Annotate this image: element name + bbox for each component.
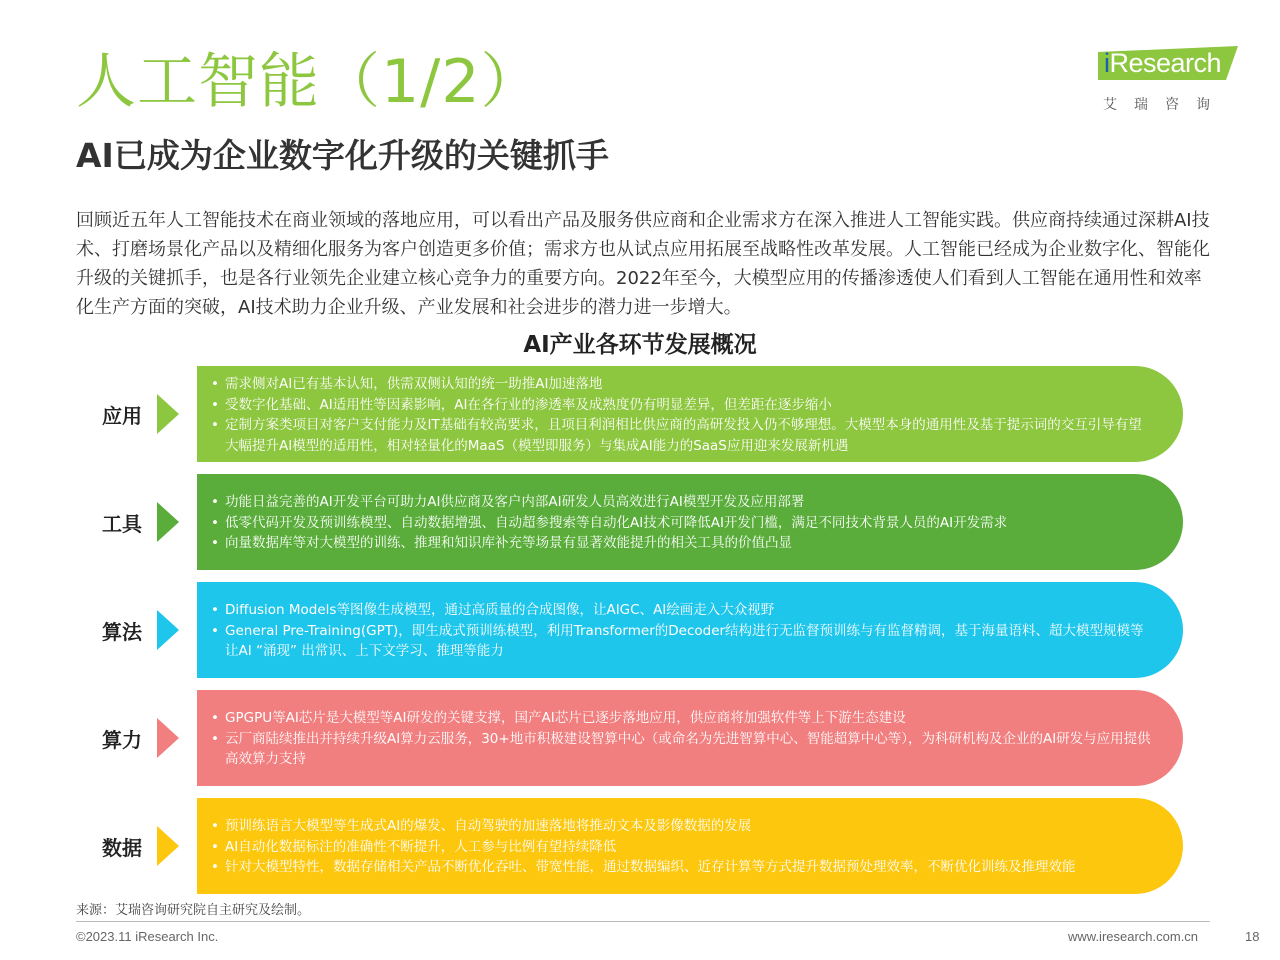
row-label: 工具 [102, 512, 142, 536]
row-label: 应用 [102, 404, 142, 428]
page-subtitle: AI已成为企业数字化升级的关键抓手 [76, 136, 609, 175]
bullet-item: • 功能日益完善的AI开发平台可助力AI供应商及客户内部AI研发人员高效进行AI模型开发及应用部署 [209, 492, 1153, 513]
chain-row [0, 366, 1280, 462]
row-label: 数据 [102, 836, 142, 860]
bullet-item: • 低零代码开发及预训练模型、自动数据增强、自动超参搜索等自动化AI技术可降低AI开发门槛，满足不同技术背景人员的AI开发需求 [209, 513, 1153, 534]
logo-wordmark [1104, 48, 1221, 78]
arrow-right-icon [157, 502, 179, 542]
source-note: 来源：艾瑞咨询研究院自主研究及绘制。 [76, 903, 311, 918]
logo-research: Research [1109, 48, 1222, 78]
copyright: ©2023.11 iResearch Inc. [76, 929, 219, 944]
arrow-right-icon [157, 826, 179, 866]
row-label: 算力 [102, 728, 142, 752]
logo-cn-name: 艾瑞咨询 [1103, 97, 1227, 113]
chain-row [0, 582, 1280, 678]
row-content-panel [197, 690, 1183, 786]
section-heading: AI产业各环节发展概况 [523, 332, 757, 358]
row-content-panel [197, 474, 1183, 570]
chain-row [0, 690, 1280, 786]
arrow-right-icon [157, 610, 179, 650]
website-link[interactable]: www.iresearch.com.cn [1068, 929, 1199, 944]
bullet-item: • General Pre-Training(GPT)，即生成式预训练模型，利用Transformer的Decoder结构进行无监督预训练与有监督精调，基于海量语料、超大模型规模等让AI “涌现” 出常识、上下文学习、推理等能力 [209, 621, 1153, 662]
arrow-right-icon [157, 394, 179, 434]
bullet-item: • 受数字化基础、AI适用性等因素影响，AI在各行业的渗透率及成熟度仍有明显差异，但差距在逐步缩小 [209, 395, 1153, 416]
bullet-item: • 云厂商陆续推出并持续升级AI算力云服务，30+地市积极建设智算中心（或命名为先进智算中心、智能超算中心等），为科研机构及企业的AI研发与应用提供高效算力支持 [209, 729, 1153, 770]
row-content-panel [197, 798, 1183, 894]
bullet-item: • 针对大模型特性，数据存储相关产品不断优化吞吐、带宽性能，通过数据编织、近存计算等方式提升数据预处理效率，不断优化训练及推理效能 [209, 857, 1153, 878]
intro-paragraph: 回顾近五年人工智能技术在商业领域的落地应用，可以看出产品及服务供应商和企业需求方在深入推进人工智能实践。供应商持续通过深耕AI技术、打磨场景化产品以及精细化服务为客户创造更多价值；需求方也从试点应用拓展至战略性改革发展。人工智能已经成为企业数字化、智能化升级的关键抓手，也是各行业领先企业建立核心竞争力的重要方向。2022年至今，大模型应用的传播渗透使人们看到人工智能在通用性和效率化生产方面的突破，AI技术助力企业升级、产业发展和社会进步的潜力进一步增大。 [76, 210, 1210, 318]
bullet-item: • 向量数据库等对大模型的训练、推理和知识库补充等场景有显著效能提升的相关工具的价值凸显 [209, 533, 1153, 554]
bullet-item: • GPGPU等AI芯片是大模型等AI研发的关键支撑，国产AI芯片已逐步落地应用，供应商将加强软件等上下游生态建设 [209, 708, 1153, 729]
bullet-item: • 需求侧对AI已有基本认知，供需双侧认知的统一助推AI加速落地 [209, 374, 1153, 395]
iresearch-logo [1098, 40, 1248, 115]
arrow-right-icon [157, 718, 179, 758]
footer-divider [76, 921, 1210, 922]
page-title: 人工智能（1/2） [76, 47, 542, 117]
row-content-panel [197, 582, 1183, 678]
chain-row [0, 474, 1280, 570]
row-content-panel [197, 366, 1183, 462]
page-number: 18 [1245, 929, 1260, 944]
bullet-item: • Diffusion Models等图像生成模型，通过高质量的合成图像，让AIGC、AI绘画走入大众视野 [209, 600, 1153, 621]
chain-row [0, 798, 1280, 894]
bullet-item: • 定制方案类项目对客户支付能力及IT基础有较高要求，且项目利润相比供应商的高研发投入仍不够理想。大模型本身的通用性及基于提示词的交互引导有望大幅提升AI模型的适用性，相对轻量化的MaaS（模型即服务）与集成AI能力的SaaS应用迎来发展新机遇 [209, 415, 1153, 456]
bullet-item: • AI自动化数据标注的准确性不断提升，人工参与比例有望持续降低 [209, 837, 1153, 858]
logo-i: i [1104, 48, 1110, 78]
row-label: 算法 [102, 620, 142, 644]
bullet-item: • 预训练语言大模型等生成式AI的爆发、自动驾驶的加速落地将推动文本及影像数据的发展 [209, 816, 1153, 837]
